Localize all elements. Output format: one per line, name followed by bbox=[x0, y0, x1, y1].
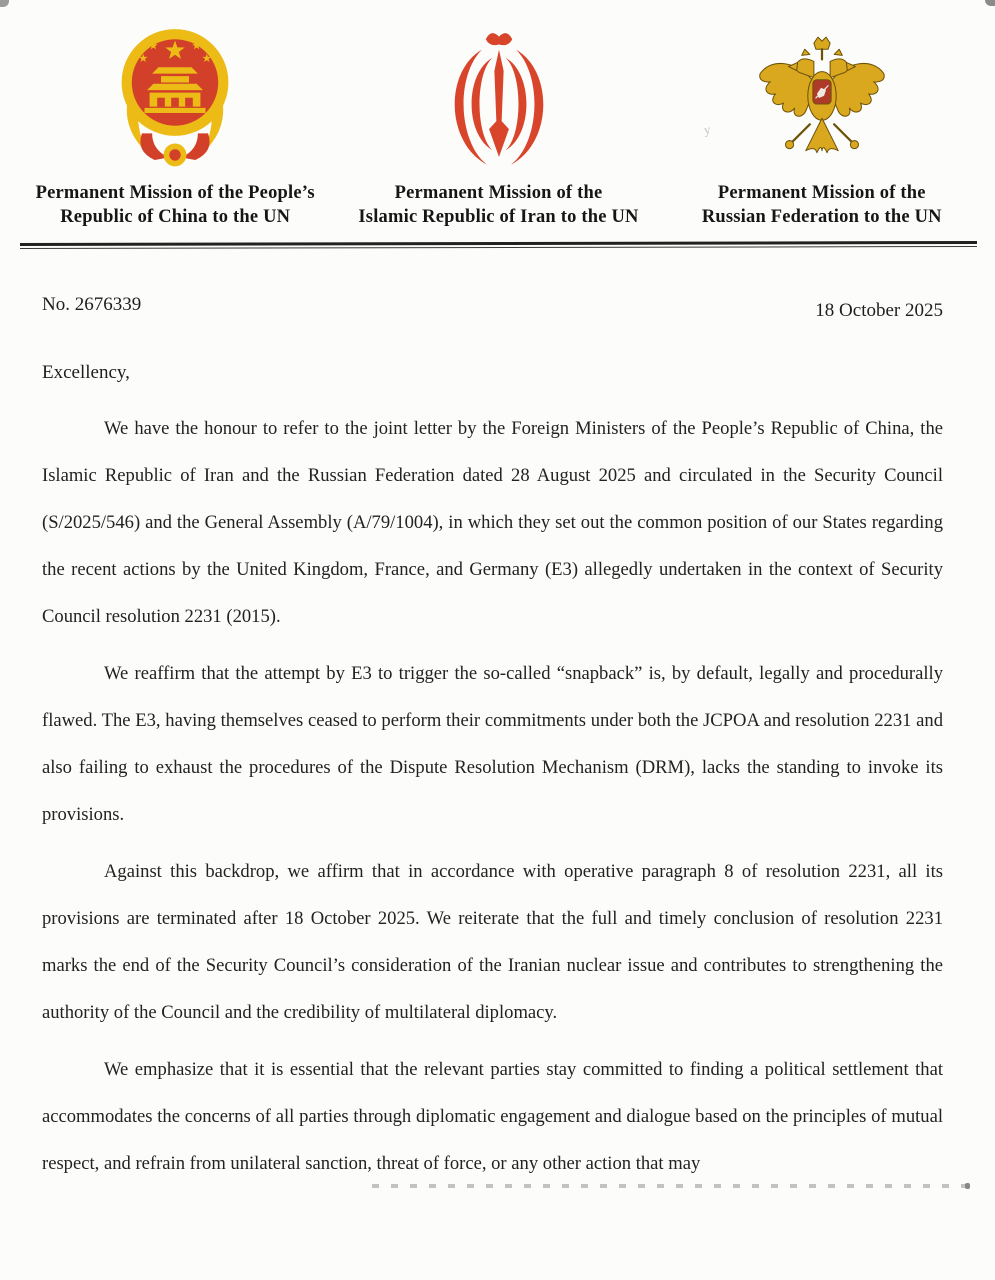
mission-title-line: Permanent Mission of the People’s bbox=[35, 183, 315, 203]
reference-number: No. 2676339 bbox=[42, 294, 142, 315]
mission-title-russia bbox=[702, 181, 942, 229]
mission-title-line: Republic of China to the UN bbox=[60, 207, 291, 227]
mission-china bbox=[16, 24, 334, 229]
letterhead-divider bbox=[20, 241, 977, 249]
iran-national-emblem-icon bbox=[432, 24, 566, 174]
russia-national-emblem-icon bbox=[751, 24, 893, 174]
mission-title-line: Permanent Mission of the bbox=[717, 183, 926, 203]
cropped-next-line-artifact bbox=[372, 1184, 966, 1188]
letter-paragraph-3: Against this backdrop, we affirm that in accordance with operative paragraph 8 of resolution 2231, all its provisions are terminated after 18 October 2025. We reiterate that the full and timely conclusion of resolution 2231 marks the end of the Security Council’s consideration of the Iranian nuclear issue and contributes to strengthening the authority of the Council and the credibility of multilateral diplomacy. bbox=[42, 861, 943, 1023]
mission-title-line: Permanent Mission of the bbox=[394, 183, 603, 203]
letter-body bbox=[0, 293, 995, 1187]
mission-title-iran bbox=[358, 181, 638, 229]
salutation: Excellency, bbox=[42, 362, 130, 383]
scan-stray-mark: y bbox=[702, 121, 712, 138]
china-national-emblem-icon bbox=[111, 24, 239, 174]
mission-iran bbox=[339, 24, 657, 229]
mission-title-line: Russian Federation to the UN bbox=[701, 207, 942, 227]
letter-paragraph-4: We emphasize that it is essential that the relevant parties stay committed to finding a political settlement that accommodates the concerns of all parties through diplomatic engagement and dialogue based on the principles of mutual respect, and refrain from unilateral sanction, threat of force, or any other action that may bbox=[42, 1059, 943, 1174]
reference-row bbox=[42, 293, 943, 321]
letter-date: 18 October 2025 bbox=[815, 300, 943, 321]
mission-title-line: Islamic Republic of Iran to the UN bbox=[358, 207, 639, 227]
letterhead bbox=[0, 0, 995, 229]
mission-title-china bbox=[36, 181, 315, 229]
letter-paragraph-2: We reaffirm that the attempt by E3 to trigger the so-called “snapback” is, by default, legally and procedurally flawed. The E3, having themselves ceased to perform their commitments under both the JCPOA and resolution 2231 and also failing to exhaust the procedures of the Dispute Resolution Mechanism (DRM), lacks the standing to invoke its provisions. bbox=[42, 663, 943, 825]
letter-paragraph-1: We have the honour to refer to the joint letter by the Foreign Ministers of the People’s Republic of China, the Islamic Republic of Iran and the Russian Federation dated 28 August 2025 and circulated in the Security Council (S/2025/546) and the General Assembly (A/79/1004), in which they set out the common position of our States regarding the recent actions by the United Kingdom, France, and Germany (E3) allegedly undertaken in the context of Security Council resolution 2231 (2015). bbox=[42, 418, 943, 627]
